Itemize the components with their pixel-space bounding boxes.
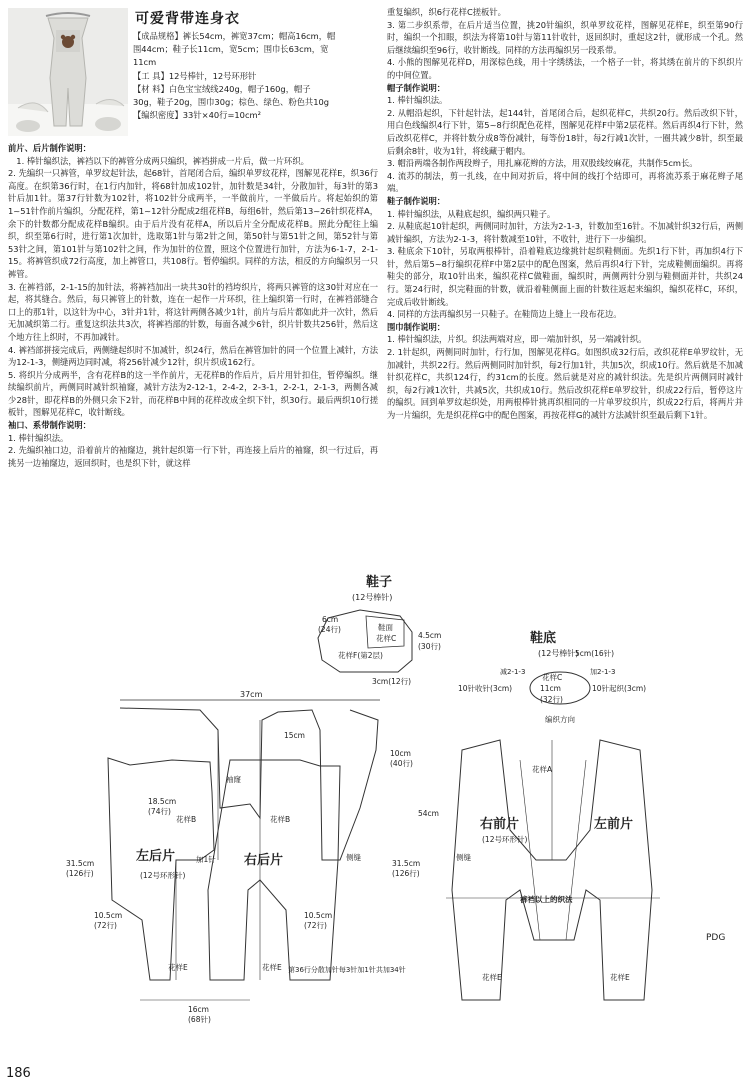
- instruction-paragraph: 3. 帽沿两端各制作两段辫子，用扎麻花辫的方法，用双股线绞麻花，共制作5cm长。: [387, 158, 698, 169]
- shoe-sole-height: 3cm(12行): [372, 677, 412, 686]
- left-back-title: 左后片: [136, 849, 176, 864]
- spec-line: 【编织密度】33针×40行=10cm²: [133, 110, 261, 121]
- section-heading: 鞋子制作说明：: [387, 195, 446, 206]
- instruction-paragraph: 3. 第二步织系带，在后片适当位置，挑20针编织，织单罗纹花样，图解见花样E，织至第90行时，编织一个扣眼，织法为将第10针与第11针收针，返回织时，重起这2针，就形成一个孔。然后继续编织至96行，收针断线。同样的方法再编织另一段系带。: [387, 19, 743, 55]
- instruction-paragraph: 5. 将织片分成两半，含有花样B的这一半作前片，无花样B的作后片，后片用针扣住，暂停编织。继续编织前片，两侧同时减针织袖窿，减针方法为2-12-1，2-4-2，2-3-1，2-2-1，2-1-3，两侧各减少28针，即花样B的外侧只余下2针，而花样B中间的花样改成全织下针，织30行。最后两织10行搓板针，图解见花样C，收针断线。: [8, 369, 378, 418]
- instruction-paragraph: 4. 裤裆部拼接完成后，两侧缝起织时不加减针，织24行，然后在裤管加针的同一个位置上减针，方法为12-1-3，侧缝两边同时减，将256针减少12针，织片织成162行。: [8, 344, 378, 368]
- instruction-paragraph: 1. 棒针编织法，片织。织法两端对应，即一端加针织，另一端减针织。: [387, 334, 647, 345]
- sole-dec: 减2-1-3: [500, 668, 526, 676]
- sole-rows: (32行): [540, 695, 563, 704]
- spec-line: 围44cm；鞋子长11cm，宽5cm；围巾长63cm，宽: [133, 44, 329, 55]
- sole-inc: 加2-1-3: [590, 668, 616, 676]
- sole-length: 11cm: [540, 684, 561, 693]
- product-photo: [8, 8, 128, 136]
- back-height: 31.5cm: [66, 859, 95, 868]
- front-side-seam: 侧缝: [456, 853, 471, 862]
- instruction-paragraph: 2. 1针起织，两侧同时加针，行行加，图解见花样G。如图织成32行后，改织花样E单罗纹针，无加减针，共织22行。然后两侧同时加针织，每2行加1针，共加5次，织成10行。然后就是不加减针织花样C，共织124行，约31cm的长度。然后就是对应的减针织法。先是织片两侧同时减针织，每2行减1次针，共减5次，共织成10行。然后改织花样E单罗纹针，织成22行后，暂停这片的编织。回到单罗纹起织处，用两根棒针挑再织相同的一片单罗纹织片，织成22行后，将两片并为一片编织，先是织花样G中的配色图案，再按花样G的减针方法减针织至最后剩下1针。: [387, 347, 743, 420]
- instruction-paragraph: 2. 从鞋底起10针起织，两侧同时加针，方法为2-1-3，针数加至16针。不加减针织32行后，两侧减针编织，方法为2-1-3，将针数减至10针，不收针，进行下一步编织。: [387, 221, 743, 244]
- sole-direction: 编织方向: [545, 715, 575, 724]
- crotch-label: 裤裆以上的织法: [520, 895, 573, 904]
- instruction-paragraph: 1. 棒针编织法，裤裆以下的裤管分成两只编织，裤裆拼成一片后，做一片环织。: [16, 155, 309, 166]
- front-mid-height: 31.5cm: [392, 859, 421, 868]
- page-number: 186: [6, 1066, 31, 1081]
- sole-cast-on: 10针起织(3cm): [592, 684, 647, 693]
- shoe-width: 6cm: [322, 615, 339, 624]
- front-height: 54cm: [418, 809, 439, 818]
- baby-romper-photo: [8, 8, 128, 136]
- instruction-paragraph: 1. 棒针编织法，从鞋底起织，编织两只鞋子。: [387, 208, 556, 219]
- front-pieces-labels: [392, 764, 725, 982]
- shoe-height: 4.5cm: [418, 631, 442, 640]
- sole-pattern: 花样C: [542, 673, 563, 682]
- front-pattern-a: 花样A: [532, 765, 553, 774]
- instructions-column-left: [8, 142, 378, 469]
- instruction-paragraph: 重复编织，织6行花样C搓板针。: [387, 7, 506, 17]
- instruction-paragraph: 2. 从帽沿起织，下针起针法，起144针，首尾闭合后，起织花样C，共织20行。然后改织下针，用白色线编织4行下针，第5~8行织配色花样，图解见花样F中第2层花样。然后再织4行下针，然后改织花样C，并将针数分成8等份减针，每等份18针，每2行减1次针，一圈共减少8针，织至最后剩余8针，收为1针，将线藏于帽内。: [387, 107, 743, 156]
- instructions-column-right: [387, 6, 743, 422]
- plus-one: 加1针: [196, 855, 216, 864]
- spec-line: 【成品规格】裤长54cm，裤宽37cm；帽高16cm，帽: [133, 31, 336, 41]
- section-heading: 帽子制作说明：: [387, 82, 446, 93]
- sole-diagram: [458, 630, 646, 724]
- sole-cast-off: 10针收针(3cm): [458, 684, 513, 693]
- pattern-b-1: 花样B: [176, 815, 197, 824]
- back-needle: (12号环形针): [140, 871, 186, 880]
- instruction-paragraph: 4. 小熊的图解见花样D，用深棕色线，用十字绣绣法，一个格子一针，将其绣在前片的下织织片的中间位置。: [387, 57, 743, 80]
- leg-rows: (72行): [94, 921, 117, 930]
- leg-height-2: 10.5cm: [304, 911, 333, 920]
- shoe-height-rows: (30行): [418, 642, 441, 651]
- front-pattern-e: 花样E: [482, 973, 502, 982]
- spec-line: 11cm: [133, 57, 157, 68]
- spec-line: 30g，鞋子20g，围巾30g；棕色、绿色、粉色共10g: [133, 97, 330, 108]
- pattern-e-1: 花样E: [168, 963, 188, 972]
- shoe-rows: (24行): [318, 625, 341, 634]
- section-heading: 围巾制作说明：: [387, 321, 446, 332]
- right-front-title: 右前片: [480, 817, 520, 832]
- instruction-paragraph: 4. 同样的方法再编织另一只鞋子。在鞋筒边上缝上一段布花边。: [387, 309, 622, 320]
- spec-line: 【材 料】白色宝宝绒线240g，帽子160g，帽子: [133, 83, 311, 94]
- pattern-e-2: 花样E: [262, 963, 282, 972]
- page-title: 可爱背带连身衣: [135, 11, 240, 27]
- rows-74: (74行): [148, 807, 171, 816]
- shoe-pattern-label: 花样C: [376, 634, 397, 643]
- spec-block: [133, 30, 378, 122]
- leg-height: 10.5cm: [94, 911, 123, 920]
- side-seam: 侧缝: [346, 853, 361, 862]
- instruction-paragraph: 1. 棒针编织法。: [8, 432, 69, 443]
- section-heading: 前片、后片制作说明：: [8, 143, 91, 153]
- shoe-top-label: 鞋面: [378, 623, 393, 632]
- back-pieces-diagram: [108, 690, 380, 1000]
- instruction-paragraph: 4. 流苏的制法，剪一扎线，在中间对折后，将中间的线打个结即可，再将流苏系于麻花辫子尾端。: [387, 170, 743, 194]
- shoe-diagram: [318, 574, 441, 686]
- instruction-paragraph: 2. 先编织一只裤管，单罗纹起针法，起68针，首尾闭合后，编织单罗纹花样，图解见花样E，织36行高度。在织第36行时，在1行内加针，将68针加成102针，加针数是34针，分散加针，每3针的第3针后加1针。第37行针数为102针，将102针分成两半，一半做前片，一半做后片。将起始织的第1~51针作前片编织，分配花样，第1~12针分配成2组花样B，每组6针，然后第13~26针织花样A，余下的针数都分配成花样B编织。由于后片没有花样A，所以后片全分配成花样B。照此分配往上编织，织至第6行时，进行第1次加针，选取第1针与第2针之间，第50针与第51针之间，第52针与第53针之间，第101针与第102针之间，作为加针的位置，照这个位置进行加针，方法为6-1-7，2-1-15。将裤管织成72行高度，加上裤管口，共108行。暂停编织。同样的方法，相反的方向编织另一只裤管。: [8, 168, 378, 279]
- front-pattern-e-2: 花样E: [610, 973, 630, 982]
- instruction-paragraph: 3. 鞋底余下10针，另取两根棒针，沿着鞋底边缘挑针起织鞋侧面。先织1行下针，再加织4行下针，然后第5~8行编织花样F中第2层中的配色图案，然后再织4行下针，完成鞋侧面编织。再将鞋尖的部分，取10针出来，编织花样C做鞋面，编织时，两侧两针分别与鞋侧面并针，共织24行。第24行时，织完鞋面的针数，就沿着鞋侧面上面的针数往返起来编织，编织花样C，环织，完成后收针断线。: [387, 246, 743, 307]
- knitting-diagram: [0, 560, 750, 1060]
- front-needle: (12号环形针): [482, 835, 528, 844]
- dec-note: 第36行分散加针每3针加1针共加34针: [288, 966, 406, 974]
- left-front-title: 左前片: [594, 817, 634, 832]
- width-37: 37cm: [240, 690, 263, 699]
- instruction-paragraph: 3. 在裤裆部，2-1-15的加针法，将裤裆加出一块共30针的裆垮织片，将两只裤管的这30针对应在一起，将其缝合。然后，每只裤管上的针数，连在一起作一片环织，往上编织第一行时，在裤裆部缝合口上的那1针，以这针为中心，3针并1针，将这针两侧各减少1针，前片与后片都如此并一次针，然后无加减织第二行。重复这织法共3次，将裤裆部的针数，每面各减少6针，织片针数共256针，然后这个地方往上织时，不再加减针。: [8, 281, 378, 342]
- pattern-b-2: 花样B: [270, 815, 291, 824]
- width-15: 15cm: [284, 731, 305, 740]
- height-185: 18.5cm: [148, 797, 177, 806]
- leg-rows-2: (72行): [304, 921, 327, 930]
- instruction-paragraph: 2. 先编织袖口边，沿着前片的袖窿边，挑针起织第一行下针，再连接上后片的袖窿，织一行过后，再挑另一边袖窿边，返回织时，也是织下针，就这样: [8, 445, 378, 468]
- front-pieces-diagram: [446, 740, 660, 1000]
- shoe-title: 鞋子: [366, 575, 393, 590]
- cuff-stitches: (68针): [188, 1015, 211, 1024]
- watermark: PDG: [706, 933, 726, 943]
- instruction-paragraph: 1. 棒针编织法。: [387, 95, 448, 106]
- spec-line: 【工 具】12号棒针，12号环形针: [133, 70, 257, 81]
- top-height: 10cm: [390, 749, 411, 758]
- section-heading: 袖口、系带制作说明：: [8, 420, 91, 431]
- shoe-side-label: 花样F(第2层): [338, 651, 383, 660]
- front-mid-rows: (126行): [392, 869, 420, 878]
- sleeve-label: 袖窿: [226, 775, 241, 784]
- sole-top-width: 5cm(16针): [575, 649, 615, 658]
- sole-needle: (12号棒针): [538, 649, 579, 658]
- back-rows: (126行): [66, 869, 94, 878]
- top-rows: (40行): [390, 759, 413, 768]
- right-back-title: 右后片: [244, 853, 284, 868]
- shoe-needle: (12号棒针): [352, 593, 393, 602]
- cuff-width: 16cm: [188, 1005, 209, 1014]
- sole-title: 鞋底: [530, 631, 557, 646]
